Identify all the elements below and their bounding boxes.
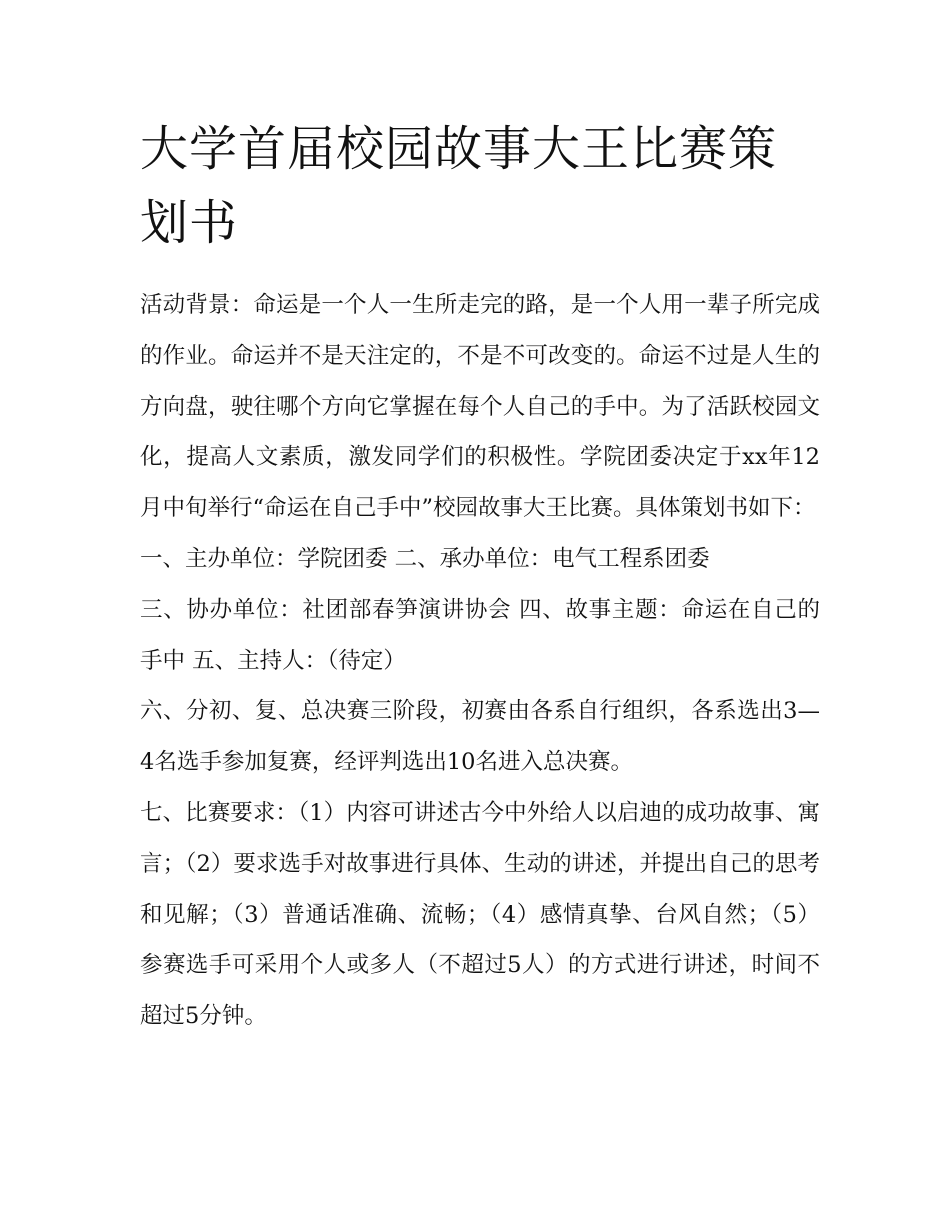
paragraph-requirements: 七、比赛要求：（1）内容可讲述古今中外给人以启迪的成功故事、寓言；（2）要求选手对故事进行具体、生动的讲述，并提出自己的思考和见解；（3）普通话准确、流畅；（4）感情真挚、台风自然；（5）参赛选手可采用个人或多人（不超过5人）的方式进行讲述，时间不超过5分钟。 (140, 799, 820, 1030)
document-title: 大学首届校园故事大王比赛策划书 (140, 121, 778, 251)
document-body (140, 280, 820, 1042)
paragraph-organizers: 一、主办单位：学院团委 二、承办单位：电气工程系团委 (140, 545, 710, 572)
paragraph-stages: 六、分初、复、总决赛三阶段，初赛由各系自行组织，各系选出3—4名选手参加复赛，经评判选出10名进入总决赛。 (140, 698, 820, 776)
paragraph-background: 活动背景：命运是一个人一生所走完的路，是一个人用一辈子所完成的作业。命运并不是天注定的，不是不可改变的。命运不过是人生的方向盘，驶往哪个方向它掌握在每个人自己的手中。为了活跃校园文化，提高人文素质，激发同学们的积极性。学院团委决定于xx年12月中旬举行“命运在自己手中”校园故事大王比赛。具体策划书如下： (140, 292, 820, 522)
paragraph-co-organizer-theme-host: 三、协办单位：社团部春笋演讲协会 四、故事主题：命运在自己的手中 五、主持人：（待定） (140, 596, 820, 674)
